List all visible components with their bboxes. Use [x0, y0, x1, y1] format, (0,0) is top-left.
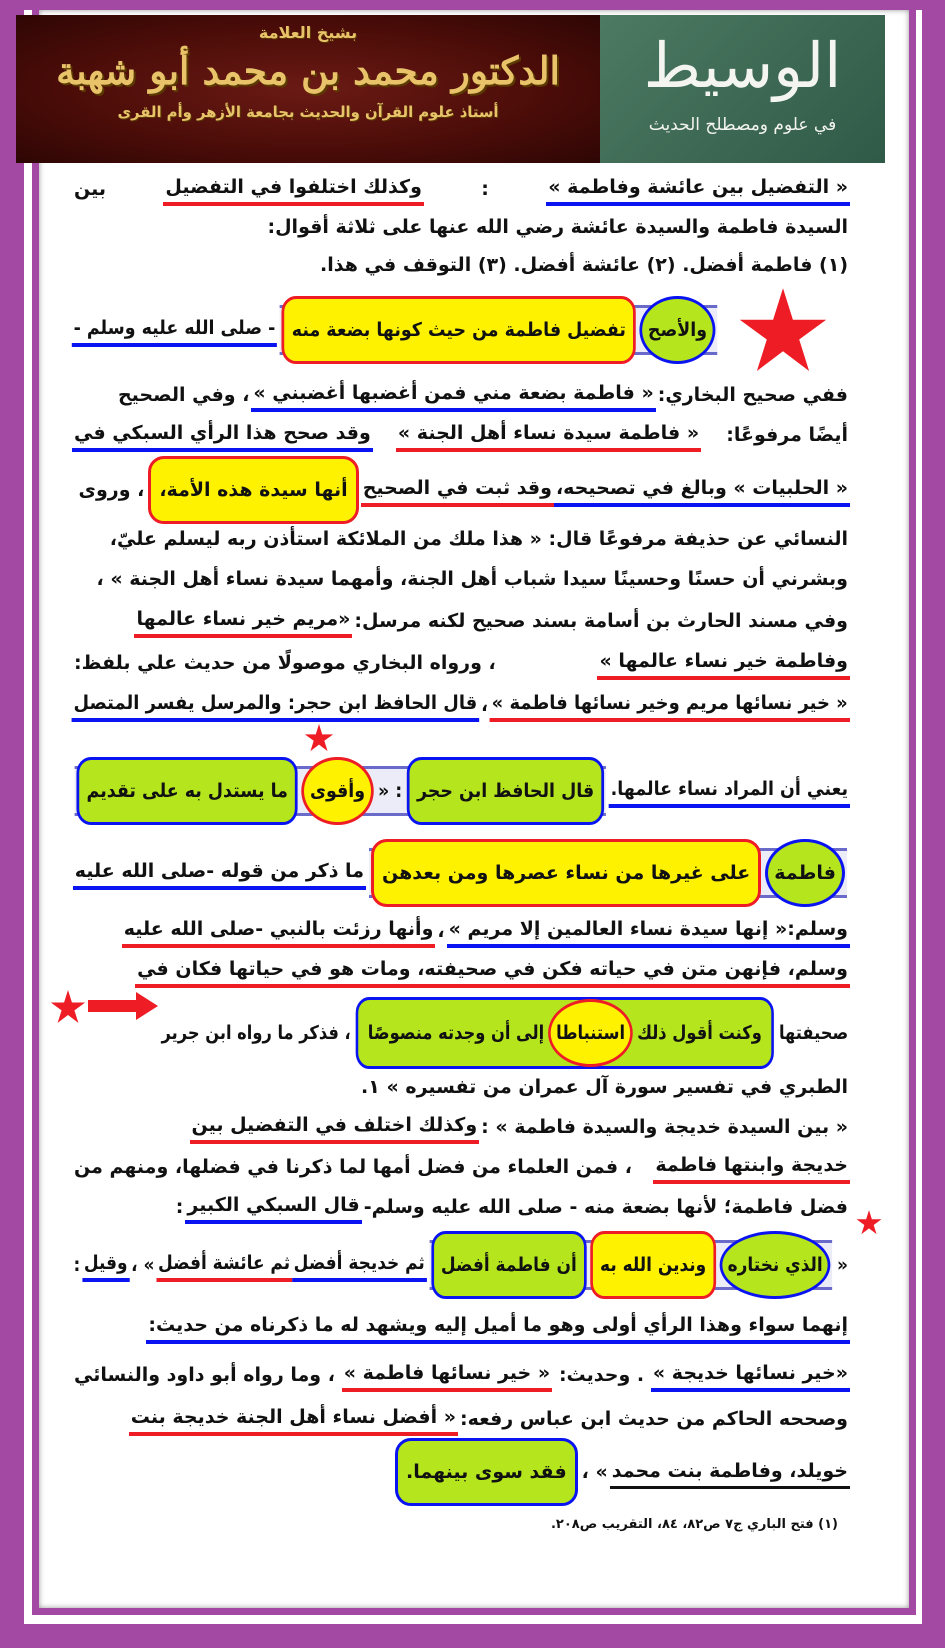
green-highlight-circle: الذي نختاره	[720, 1231, 831, 1299]
blue-underlined-text: « التفضيل بين عائشة وفاطمة »	[546, 172, 850, 206]
yellow-highlight-box: تفضيل فاطمة من حيث كونها بضعة منه	[282, 296, 636, 364]
highlight-group	[369, 848, 847, 898]
text-line	[72, 1310, 850, 1344]
green-highlight-circle: فاطمة	[765, 839, 845, 907]
red-underlined-text: وكذلك اختلفوا في التفضيل	[163, 172, 424, 206]
highlight-group	[280, 305, 717, 355]
text-segment: فضل فاطمة؛ لأنها بضعة منه - صلى الله عليه وسلم-	[363, 1196, 848, 1218]
text-segment: (١) فاطمة أفضل. (٢) عائشة أفضل. (٣) التوقف في هذا.	[320, 254, 848, 276]
text-segment: الطبري في تفسير سورة آل عمران من تفسيره » ١.	[361, 1076, 848, 1098]
blue-underlined-text: وقد صحح هذا الرأي السبكي في	[72, 418, 373, 452]
text-segment: أيضًا مرفوعًا:	[726, 424, 848, 446]
text-line	[72, 1402, 850, 1436]
red-underlined-text: وكذلك اختلف في التفضيل بين	[190, 1110, 480, 1144]
text-segment: «	[837, 1254, 849, 1276]
text-segment: ،	[481, 694, 489, 716]
star-icon	[856, 1210, 882, 1235]
author-title: أستاذ علوم القرآن والحديث بجامعة الأزهر وأم القرى	[117, 103, 499, 121]
blue-underlined-text: إنهما سواء وهذا الرأي أولى وهو ما أميل إليه ويشهد له ما ذكرناه من حديث:	[146, 1310, 850, 1344]
text-line	[72, 524, 850, 554]
text-segment: (١) فتح الباري ج٧ ص٨٢، ٨٤، التقريب ص٢٠٨.	[550, 1517, 838, 1532]
underlined-text: خويلد، وفاطمة بنت محمد	[610, 1456, 850, 1489]
text-line	[72, 840, 850, 906]
arrow-right-icon	[88, 1000, 138, 1012]
author-banner	[16, 15, 600, 163]
green-highlight-box: ما يستدل به على تقديم	[77, 757, 299, 825]
red-underlined-text: « أفضل نساء أهل الجنة خديجة بنت	[129, 1402, 458, 1436]
book-title: الوسيط	[643, 29, 842, 102]
green-highlight-box: قال الحافظ ابن حجر	[407, 757, 604, 825]
red-underlined-text: « فاطمة سيدة نساء أهل الجنة »	[396, 418, 701, 452]
star-icon	[304, 724, 334, 752]
text-segment: وكنت أقول ذلك	[637, 1022, 762, 1044]
text-segment: ففي صحيح البخاري:	[657, 384, 848, 406]
blue-underlined-text: يعني أن المراد نساء عالمها.	[609, 774, 850, 808]
blue-underlined-text: قال الحافظ ابن حجر: والمرسل يفسر المتصل	[72, 688, 480, 722]
blue-underlined-text: « فاطمة بضعة مني فمن أغضبها أغضبني »	[251, 378, 655, 412]
red-underlined-text: « خير نسائها مريم وخير نسائها فاطمة »	[490, 688, 850, 722]
blue-underlined-text: «خير نسائها خديجة »	[651, 1358, 850, 1392]
text-line	[72, 1190, 850, 1224]
text-line	[72, 1358, 850, 1392]
green-highlight-box: أن فاطمة أفضل	[431, 1231, 587, 1299]
text-line	[72, 1150, 850, 1184]
text-segment: :	[73, 1254, 81, 1276]
green-highlight-box: فقد سوى بينهما.	[395, 1438, 578, 1506]
text-segment: ، وما رواه أبو داود والنسائي	[74, 1364, 335, 1386]
text-line	[72, 564, 850, 594]
text-line	[72, 1446, 850, 1498]
blue-underlined-text: « الحلبيات » وبالغ في تصحيحه،	[554, 473, 850, 507]
highlight-group	[430, 1240, 833, 1290]
text-segment: ، وروى	[78, 479, 145, 501]
text-segment: ، فمن العلماء من فضل أمها لما ذكرنا في فضلها، ومنهم من	[74, 1156, 632, 1178]
red-underlined-text: وقد ثبت في الصحيح	[361, 473, 554, 507]
text-line	[72, 460, 850, 520]
blue-underlined-text: قال السبكي الكبير	[185, 1190, 361, 1224]
yellow-highlight-circle: وأقوى	[302, 757, 374, 825]
blue-underlined-text: وسلم:« إنها سيدة نساء العالمين إلا مريم »	[447, 914, 850, 948]
text-line	[72, 1232, 850, 1298]
yellow-highlight-box: على غيرها من نساء عصرها ومن بعدهن	[371, 839, 761, 907]
highlight-group	[75, 766, 606, 816]
text-line	[160, 1000, 850, 1066]
red-underlined-text: وفاطمة خير نساء عالمها »	[597, 646, 850, 680]
yellow-highlight-box: أنها سيدة هذه الأمة،	[148, 456, 358, 524]
yellow-highlight-circle: استنباطا	[549, 999, 633, 1067]
text-segment: « بين السيدة خديجة والسيدة فاطمة » :	[481, 1116, 848, 1138]
blue-underlined-text: ما ذكر من قوله -صلى الله عليه	[73, 856, 366, 890]
text-segment: :	[481, 178, 489, 200]
green-highlight-circle: والأصح	[640, 296, 716, 364]
text-line	[72, 688, 850, 722]
text-segment: » ،	[131, 1254, 155, 1276]
blue-underlined-text: ثم خديجة أفضل	[292, 1248, 427, 1282]
text-segment: وفي مسند الحارث بن أسامة بسند صحيح لكنه مرسل:	[354, 610, 848, 632]
text-line	[72, 378, 850, 412]
text-segment: إلى أن وجدته منصوصًا	[367, 1022, 545, 1044]
text-segment: وصححه الحاكم من حديث ابن عباس رفعه:	[459, 1408, 848, 1430]
text-line	[72, 646, 850, 680]
text-segment: النسائي عن حذيفة مرفوعًا قال: « هذا ملك من الملائكة استأذن ربه ليسلم عليّ،	[109, 528, 848, 550]
text-line	[72, 1072, 850, 1102]
blue-underlined-text: - صلى الله عليه وسلم -	[72, 313, 277, 347]
text-line	[72, 914, 850, 948]
text-segment: ، وفي الصحيح	[117, 384, 250, 406]
text-line	[72, 212, 850, 242]
text-segment: ،	[437, 920, 445, 942]
footnote	[470, 1510, 840, 1540]
author-prefix: بشيخ العلامة	[258, 23, 358, 42]
author-name: الدكتور محمد بن محمد أبو شهبة	[56, 48, 560, 93]
text-line	[72, 954, 850, 988]
text-segment: ، ورواه البخاري موصولًا من حديث علي بلفظ:	[74, 652, 496, 674]
text-line	[72, 758, 850, 824]
red-underlined-text: خديجة وابنتها فاطمة	[653, 1150, 850, 1184]
book-subtitle: في علوم ومصطلح الحديث	[648, 115, 837, 135]
text-line	[72, 1110, 850, 1144]
text-segment: :	[175, 1196, 184, 1218]
text-line	[72, 250, 850, 280]
text-segment: . وحديث:	[558, 1364, 645, 1386]
star-icon	[50, 990, 86, 1024]
text-line	[72, 418, 850, 452]
text-line	[72, 300, 720, 360]
text-segment: : «	[378, 780, 403, 802]
yellow-highlight-box: وندين الله به	[590, 1231, 716, 1299]
red-underlined-text: «مريم خير نساء عالمها	[134, 604, 352, 638]
red-underlined-text: « خير نسائها فاطمة »	[342, 1358, 552, 1392]
star-icon	[738, 288, 828, 374]
blue-underlined-text: وقيل	[82, 1248, 129, 1282]
text-segment: بين	[74, 178, 107, 200]
text-segment: » ،	[581, 1461, 608, 1483]
red-underlined-text: وسلم، فإنهن متن في حياته فكن في صحيفته، ومات هو في حياتها فكان في	[135, 954, 850, 988]
text-line	[72, 172, 850, 206]
red-underlined-text: وأنها رزئت بالنبي -صلى الله عليه	[122, 914, 436, 948]
book-cover-banner	[600, 15, 885, 163]
text-segment: ، فذكر ما رواه ابن جرير	[161, 1022, 351, 1044]
text-segment: السيدة فاطمة والسيدة عائشة رضي الله عنها على ثلاثة أقوال:	[267, 216, 848, 238]
red-underlined-text: ثم عائشة أفضل	[156, 1248, 292, 1282]
text-segment: صحيفتها	[779, 1022, 849, 1044]
text-segment: وبشرني أن حسنًا وحسينًا سيدا شباب أهل الجنة، وأمهما سيدة نساء أهل الجنة » ،	[96, 568, 848, 590]
highlight-group	[356, 997, 774, 1069]
text-line	[72, 604, 850, 638]
